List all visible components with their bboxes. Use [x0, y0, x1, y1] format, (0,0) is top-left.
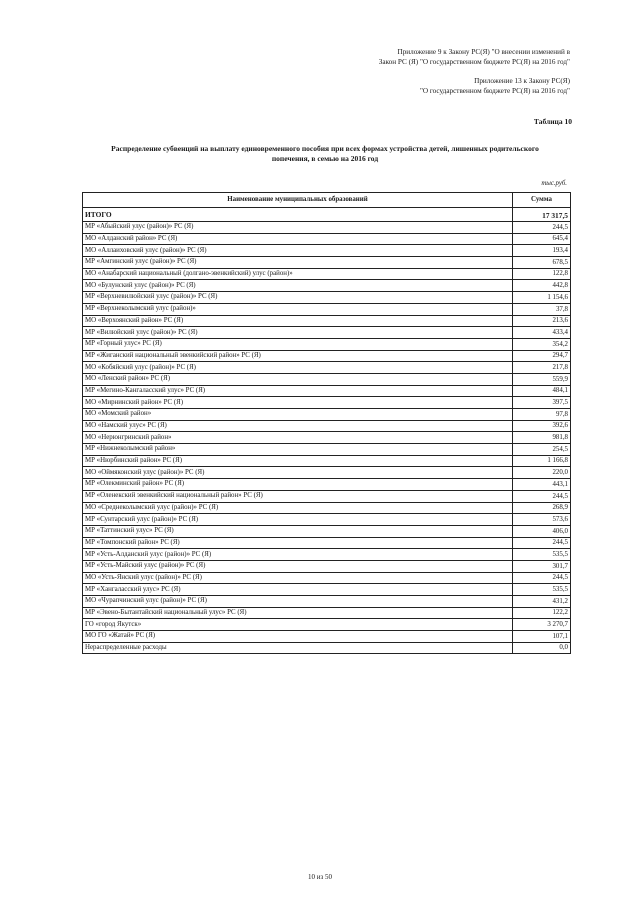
subsidy-amount: 535,5: [513, 584, 571, 596]
subsidy-amount: 392,6: [513, 420, 571, 432]
subsidy-amount: 406,0: [513, 525, 571, 537]
subsidy-amount: 645,4: [513, 233, 571, 245]
title-line-2: попечения, в семью на 2016 год: [271, 154, 379, 163]
municipality-name: МО «Нерюнгринский район»: [83, 432, 513, 444]
subsidy-amount: 193,4: [513, 245, 571, 257]
table-row: [83, 409, 571, 421]
table-row: [83, 514, 571, 526]
subsidy-amount: 107,1: [513, 631, 571, 643]
appendix-9-reference: [379, 47, 570, 67]
table-row: [83, 502, 571, 514]
subsidy-amount: 122,8: [513, 268, 571, 280]
municipality-name: МО «Чурапчинский улус (район)» РС (Я): [83, 596, 513, 608]
header-line-4: "О государственном бюджете РС(Я) на 2016 год": [419, 87, 570, 95]
subsidy-amount: 217,8: [513, 362, 571, 374]
municipality-name: МО «Ленский район» РС (Я): [83, 373, 513, 385]
column-header-sum: Сумма: [513, 193, 571, 208]
table-row: [83, 444, 571, 456]
municipality-name: МР «Нюрбинский район» РС (Я): [83, 455, 513, 467]
table-row: [83, 268, 571, 280]
subsidy-amount: 97,8: [513, 409, 571, 421]
table-row: [83, 222, 571, 234]
municipality-name: МР «Вилюйский улус (район)» РС (Я): [83, 327, 513, 339]
subsidy-amount: 1 154,6: [513, 292, 571, 304]
subsidy-amount: 244,5: [513, 572, 571, 584]
subsidy-amount: 301,7: [513, 560, 571, 572]
subsidy-amount: 354,2: [513, 338, 571, 350]
subsidy-amount: 559,9: [513, 373, 571, 385]
subsidy-amount: 122,2: [513, 607, 571, 619]
municipality-name: МО «Верхоянский район» РС (Я): [83, 315, 513, 327]
municipality-name: МР «Жиганский национальный эвенкийский район» РС (Я): [83, 350, 513, 362]
table-row: [83, 245, 571, 257]
table-row: [83, 280, 571, 292]
table-row: [83, 397, 571, 409]
table-row: [83, 549, 571, 561]
municipality-name: МР «Нижнеколымский район»: [83, 444, 513, 456]
municipality-name: МР «Томпонский район» РС (Я): [83, 537, 513, 549]
municipality-name: МО «Момский район»: [83, 409, 513, 421]
table-header-row: [83, 193, 571, 208]
municipality-name: Нераспределенные расходы: [83, 642, 513, 654]
municipality-name: МО «Среднеколымский улус (район)» РС (Я): [83, 502, 513, 514]
municipality-name: МР «Усть-Алданский улус (район)» РС (Я): [83, 549, 513, 561]
table-row: [83, 537, 571, 549]
table-row: [83, 432, 571, 444]
table-row: [83, 455, 571, 467]
subsidy-amount: 443,1: [513, 479, 571, 491]
municipality-name: МО «Аллаиховский улус (район)» РС (Я): [83, 245, 513, 257]
municipality-name: МР «Верхневилюйский улус (район)» РС (Я): [83, 292, 513, 304]
municipality-name: МР «Таттинский улус» РС (Я): [83, 525, 513, 537]
table-row: [83, 490, 571, 502]
subsidy-amount: 268,9: [513, 502, 571, 514]
table-row: [83, 373, 571, 385]
municipality-name: МР «Верхнеколымский улус (район)»: [83, 303, 513, 315]
subsidy-amount: 244,5: [513, 490, 571, 502]
appendix-13-reference: [420, 76, 570, 96]
municipality-name: МР «Оленекский эвенкийский национальный район» РС (Я): [83, 490, 513, 502]
table-row: [83, 631, 571, 643]
subsidy-amount: 573,6: [513, 514, 571, 526]
header-line-3: Приложение 13 к Закону РС(Я): [474, 77, 570, 85]
subsidy-amount: 244,5: [513, 222, 571, 234]
municipality-name: МР «Амгинский улус (район)» РС (Я): [83, 257, 513, 269]
municipality-name: МР «Олекминский район» РС (Я): [83, 479, 513, 491]
municipality-name: МО «Мирнинский район» РС (Я): [83, 397, 513, 409]
subsidy-amount: 294,7: [513, 350, 571, 362]
table-row: [83, 420, 571, 432]
total-value: 17 317,5: [513, 208, 571, 222]
subsidy-amount: 535,5: [513, 549, 571, 561]
table-row: [83, 525, 571, 537]
table-row: [83, 257, 571, 269]
subsidy-amount: 397,5: [513, 397, 571, 409]
table-row: [83, 642, 571, 654]
table-number: Таблица 10: [533, 117, 572, 126]
table-row: [83, 303, 571, 315]
municipality-name: МО «Оймяконский улус (район)» РС (Я): [83, 467, 513, 479]
municipality-name: МО «Алданский район» РС (Я): [83, 233, 513, 245]
table-row: [83, 327, 571, 339]
title-line-1: Распределение субвенций на выплату единовременного пособия при всех формах устройства детей, лишенных родительского: [111, 144, 539, 153]
table-row: [83, 467, 571, 479]
subsidy-amount: 213,6: [513, 315, 571, 327]
table-row: [83, 572, 571, 584]
table-row: [83, 596, 571, 608]
municipality-name: МО ГО «Жатай» РС (Я): [83, 631, 513, 643]
subsidy-amount: 244,5: [513, 537, 571, 549]
municipality-name: МО «Намский улус» РС (Я): [83, 420, 513, 432]
subsidy-amount: 37,8: [513, 303, 571, 315]
municipality-name: МО «Анабарский национальный (долгано-эвенкийский) улус (район)»: [83, 268, 513, 280]
table-row: [83, 233, 571, 245]
municipality-name: ГО «город Якутск»: [83, 619, 513, 631]
subsidy-amount: 220,0: [513, 467, 571, 479]
subsidy-amount: 981,8: [513, 432, 571, 444]
header-line-2: Закон РС (Я) "О государственном бюджете РС(Я) на 2016 год": [378, 58, 570, 66]
subsidy-amount: 3 270,7: [513, 619, 571, 631]
table-row: [83, 607, 571, 619]
municipality-name: МР «Эвено-Бытантайский национальный улус» РС (Я): [83, 607, 513, 619]
table-row: [83, 584, 571, 596]
table-row: [83, 362, 571, 374]
table-row: [83, 315, 571, 327]
subsidy-amount: 254,5: [513, 444, 571, 456]
page-number: 10 из 50: [307, 873, 332, 881]
municipality-name: МО «Кобяйский улус (район)» РС (Я): [83, 362, 513, 374]
table-row: [83, 385, 571, 397]
subsidy-amount: 431,2: [513, 596, 571, 608]
municipality-name: МО «Булунский улус (район)» РС (Я): [83, 280, 513, 292]
municipality-name: МО «Усть-Янский улус (район)» РС (Я): [83, 572, 513, 584]
subsidy-table: [82, 192, 571, 654]
table-row: [83, 479, 571, 491]
municipality-name: МР «Хангаласский улус» РС (Я): [83, 584, 513, 596]
table-row: [83, 338, 571, 350]
subsidy-amount: 433,4: [513, 327, 571, 339]
table-row: [83, 619, 571, 631]
total-label: ИТОГО: [83, 208, 513, 222]
unit-label: тыс.руб.: [541, 180, 567, 187]
total-row: [83, 208, 571, 222]
subsidy-amount: 0,0: [513, 642, 571, 654]
municipality-name: МР «Мегино-Кангаласский улус» РС (Я): [83, 385, 513, 397]
subsidy-amount: 484,1: [513, 385, 571, 397]
document-title: [80, 144, 570, 164]
table-row: [83, 350, 571, 362]
subsidy-amount: 442,8: [513, 280, 571, 292]
municipality-name: МР «Усть-Майский улус (район)» РС (Я): [83, 560, 513, 572]
table-row: [83, 560, 571, 572]
municipality-name: МР «Сунтарский улус (район)» РС (Я): [83, 514, 513, 526]
header-line-1: Приложение 9 к Закону РС(Я) "О внесении изменений в: [397, 48, 570, 56]
table-row: [83, 292, 571, 304]
subsidy-amount: 1 166,8: [513, 455, 571, 467]
municipality-name: МР «Абыйский улус (район)» РС (Я): [83, 222, 513, 234]
municipality-name: МР «Горный улус» РС (Я): [83, 338, 513, 350]
column-header-name: Наименование муниципальных образований: [83, 193, 513, 208]
subsidy-amount: 678,5: [513, 257, 571, 269]
